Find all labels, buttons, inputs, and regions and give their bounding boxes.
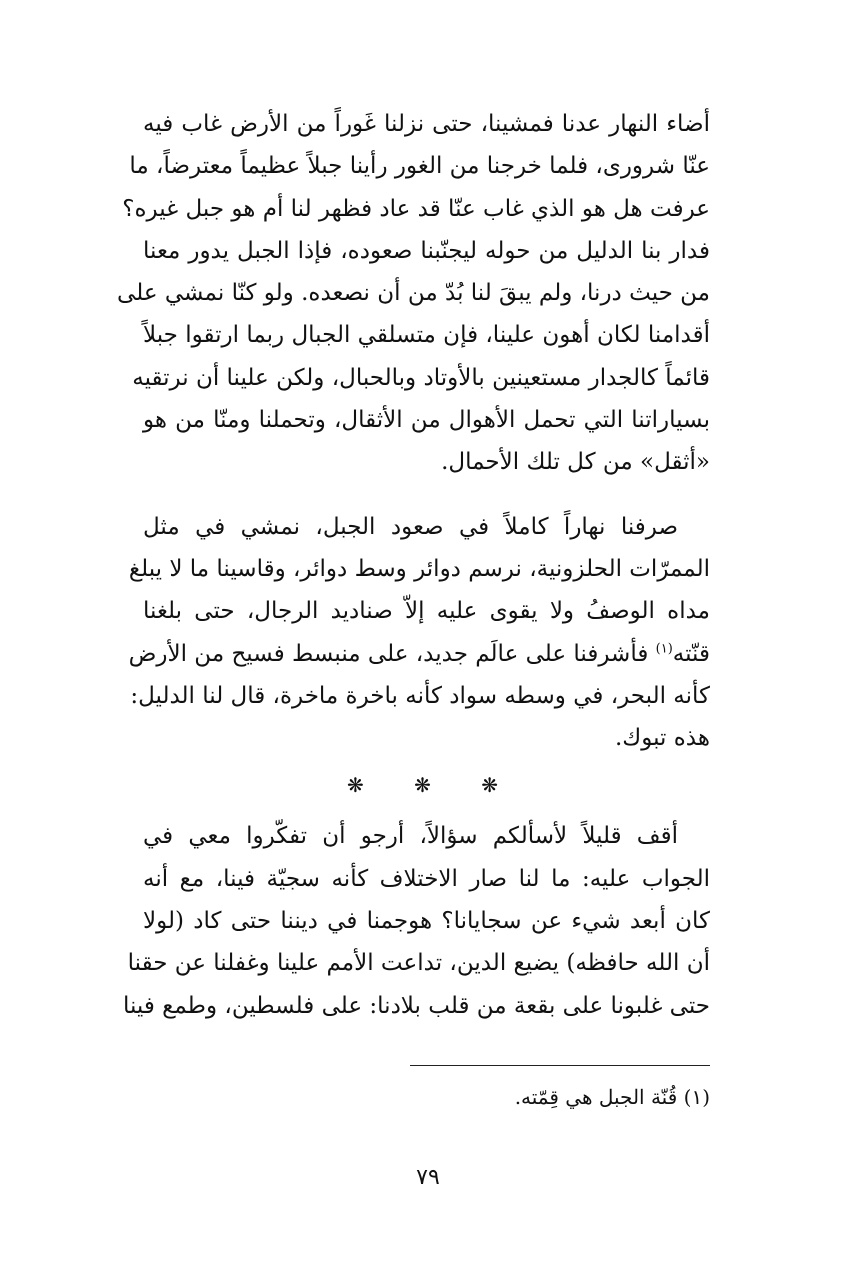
text-line: أقدامنا لكان أهون علينا، فإن متسلقي الجبال ربما ارتقوا جبلاً [143,322,710,349]
footnote-line-rest: فأشرفنا على عالَم جديد، على منبسط فسيح من الأرض [128,640,649,667]
text-line: من حيث درنا، ولم يبقَ لنا بُدّ من أن نصعده. ولو كنّا نمشي على [117,280,710,307]
text-line: «أثقل» من كل تلك الأحمال. [441,449,710,476]
footnote-text: (١) قُنّة الجبل هي قِمّته. [514,1085,710,1109]
asterism-icon: ❋ [414,773,439,798]
asterism-icon: ❋ [481,773,506,798]
text-line: الجواب عليه: ما لنا صار الاختلاف كأنه سجيّة فينا، مع أنه [143,865,710,892]
text-line: الممرّات الحلزونية، نرسم دوائر وسط دوائر، وقاسينا ما لا يبلغ [128,555,710,582]
paragraph-2 [128,506,710,760]
footnote-divider [410,1065,710,1066]
text-line: بسياراتنا التي تحمل الأهوال من الأثقال، وتحملنا ومنّا من هو [143,407,710,434]
text-line: هذه تبوك. [614,725,710,752]
paragraph-3 [122,815,710,1026]
text-line: أضاء النهار عدنا فمشينا، حتى نزلنا غَوراً من الأرض غاب فيه [143,111,710,137]
text-line: صرفنا نهاراً كاملاً في صعود الجبل، نمشي في مثل [143,513,678,540]
text-line: قائماً كالجدار مستعينين بالأوتاد وبالحبال، ولكن علينا أن نرتقيه [132,364,710,391]
footnote-marker[interactable]: (١) [655,640,673,656]
text-line-with-footnote [128,633,710,675]
text-line: مداه الوصفُ ولا يقوى عليه إلاّ صناديد الرجال، حتى بلغنا [143,598,710,625]
text-line: عرفت هل هو الذي غاب عنّا قد عاد فظهر لنا أم هو جبل غيره؟ [122,195,710,222]
text-line: عنّا شرورى، فلما خرجنا من الغور رأينا جبلاً عظيماً معترضاً، ما [129,153,710,180]
text-line: أن الله حافظه) يضيع الدين، تداعت الأمم علينا وغفلنا عن حقنا [127,950,710,977]
paragraph-1 [117,103,710,484]
section-break-ornament [143,765,710,805]
text-line: حتى غلبونا على بقعة من قلب بلادنا: على فلسطين، وطمع فينا [122,992,710,1019]
page-body [117,103,710,1027]
footnote-anchor-word: قنّته [672,640,710,667]
page-number: ٧٩ [416,1165,440,1190]
text-line: كان أبعد شيء عن سجايانا؟ هوجمنا في ديننا حتى كاد (لولا [143,908,710,935]
text-line: كأنه البحر، في وسطه سواد كأنه باخرة ماخرة، قال لنا الدليل: [130,682,710,709]
text-line: أقف قليلاً لأسألكم سؤالاً، أرجو أن تفكّروا معي في [143,823,678,850]
asterism-icon: ❋ [346,773,372,798]
text-line: فدار بنا الدليل من حوله ليجنّبنا صعوده، فإذا الجبل يدور معنا [143,237,710,264]
paragraph-spacer [143,484,710,506]
